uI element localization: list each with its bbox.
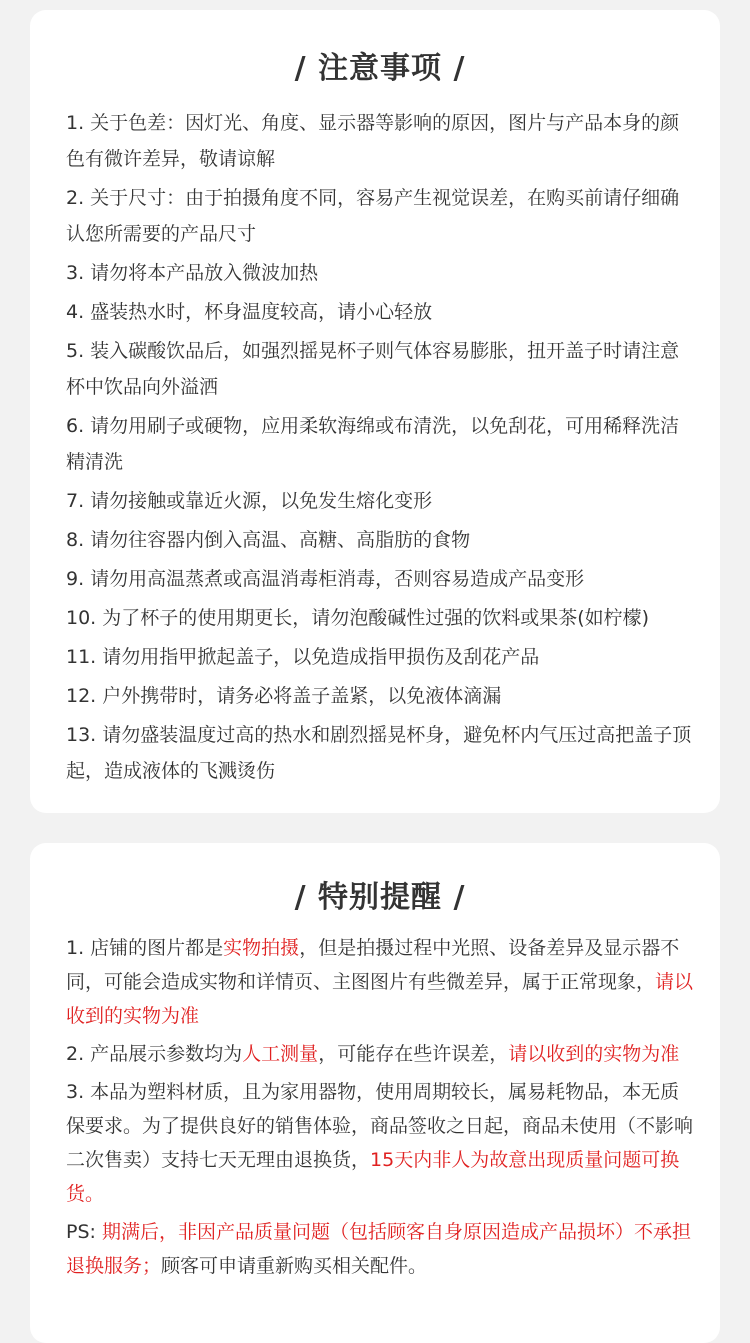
reminder-ps-text: 顾客可申请重新购买相关配件。 [161, 1255, 428, 1277]
reminder-item-1-text-a: 1. 店铺的图片都是 [66, 937, 224, 959]
notice-item-7: 7. 请勿接触或靠近火源，以免发生熔化变形 [66, 490, 433, 512]
reminder-item-3-text-a: 3. 本品为塑料材质，且为家用器物，使用周期较长，属易耗物品，本无质保要求。为了提供良好的销售体验，商品签收之日起，商品未使用（不影响二次售卖）支持七天无理由退换货， [66, 1081, 694, 1171]
reminder-item-2-text-a: 2. 产品展示参数均为 [66, 1043, 243, 1065]
notice-item-9: 9. 请勿用高温蒸煮或高温消毒柜消毒，否则容易造成产品变形 [66, 568, 585, 590]
notice-item-8: 8. 请勿往容器内倒入高温、高糖、高脂肪的食物 [66, 529, 471, 551]
notice-item-11: 11. 请勿用指甲掀起盖子，以免造成指甲损伤及刮花产品 [66, 646, 540, 668]
reminder-ps-highlight: 期满后，非因产品质量问题（包括顾客自身原因造成产品损坏）不承担退换服务； [66, 1221, 691, 1277]
reminder-item-2 [66, 1037, 694, 1071]
reminder-item-1-text-c: ，但是拍摄过程中光照、设备差异及显示器不同，可能会造成实物和详情页、主图图片有些微差异，属于正常现象， [66, 937, 680, 993]
reminder-item-1 [66, 931, 694, 1033]
notice-item-4: 4. 盛装热水时，杯身温度较高，请小心轻放 [66, 301, 433, 323]
notice-item-2: 2. 关于尺寸：由于拍摄角度不同，容易产生视觉误差，在购买前请仔细确认您所需要的产品尺寸 [66, 187, 680, 245]
notice-item-6: 6. 请勿用刷子或硬物，应用柔软海绵或布清洗，以免刮花，可用稀释洗洁精清洗 [66, 415, 680, 473]
notice-item-1: 1. 关于色差：因灯光、角度、显示器等影响的原因，图片与产品本身的颜色有微许差异，敬请谅解 [66, 112, 680, 170]
reminder-item-3 [66, 1075, 694, 1211]
reminder-item-2-highlight-manual: 人工测量 [242, 1043, 319, 1065]
reminder-ps [66, 1215, 694, 1283]
reminder-item-2-text-c: ，可能存在些许误差， [318, 1043, 509, 1065]
notice-item-3: 3. 请勿将本产品放入微波加热 [66, 262, 319, 284]
reminder-ps-label: PS: [66, 1221, 102, 1243]
notice-title: / 注意事项 / [294, 51, 466, 86]
reminder-card [30, 843, 720, 1343]
notice-item-10: 10. 为了杯子的使用期更长，请勿泡酸碱性过强的饮料或果茶(如柠檬) [66, 607, 650, 629]
reminder-item-3-highlight-exchange: 15天内非人为故意出现质量问题可换货。 [66, 1149, 680, 1205]
notice-card [30, 10, 720, 813]
notice-item-12: 12. 户外携带时，请务必将盖子盖紧，以免液体滴漏 [66, 685, 502, 707]
notice-item-5: 5. 装入碳酸饮品后，如强烈摇晃杯子则气体容易膨胀，扭开盖子时请注意杯中饮品向外溢洒 [66, 340, 680, 398]
notice-item-13: 13. 请勿盛装温度过高的热水和剧烈摇晃杯身，避免杯内气压过高把盖子顶起，造成液体的飞溅烫伤 [66, 724, 692, 782]
reminder-item-1-highlight-real-photo: 实物拍摄 [223, 937, 300, 959]
reminder-item-2-highlight-actual: 请以收到的实物为准 [508, 1043, 680, 1065]
notice-list [66, 105, 694, 789]
reminder-item-1-highlight-actual: 请以收到的实物为准 [66, 971, 694, 1027]
reminder-title: / 特别提醒 / [294, 880, 466, 915]
